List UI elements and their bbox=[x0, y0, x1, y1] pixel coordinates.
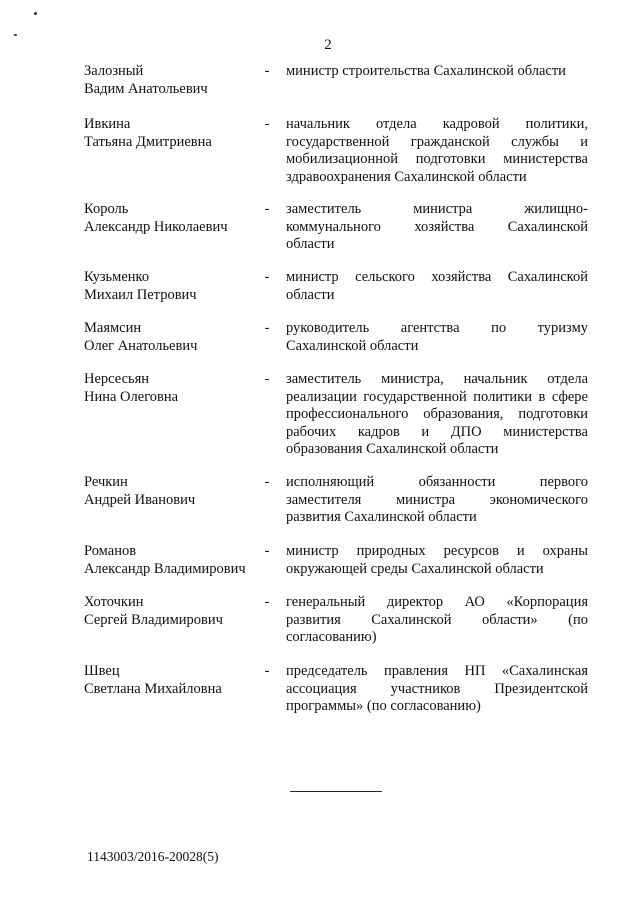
position-line: начальник отдела кадровой политики, bbox=[286, 116, 588, 132]
member-surname: Залозный bbox=[84, 63, 144, 79]
member-full-name bbox=[84, 543, 254, 578]
member-name: Александр Владимирович bbox=[84, 560, 246, 577]
member-full-name bbox=[84, 63, 254, 98]
position-line: развития Сахалинской области» (по bbox=[286, 611, 588, 628]
member-surname: Король bbox=[84, 201, 129, 217]
member-surname: Хоточкин bbox=[84, 594, 144, 610]
member-position bbox=[286, 201, 588, 254]
position-line: образования Сахалинской области bbox=[286, 441, 499, 457]
member-surname: Речкин bbox=[84, 474, 128, 490]
position-line: окружающей среды Сахалинской области bbox=[286, 560, 544, 577]
member-position bbox=[286, 371, 588, 459]
position-line: заместителя министра экономического bbox=[286, 491, 588, 508]
position-line: министр сельского хозяйства Сахалинской bbox=[286, 269, 588, 285]
document-code: 1143003/2016-20028(5) bbox=[87, 849, 219, 864]
dash-separator: - bbox=[264, 594, 270, 610]
member-position bbox=[286, 543, 588, 578]
position-line: программы» (по согласованию) bbox=[286, 698, 481, 714]
member-full-name bbox=[84, 663, 254, 698]
position-line: государственной гражданской службы и bbox=[286, 133, 588, 150]
member-position bbox=[286, 269, 588, 304]
position-line: руководитель агентства по туризму bbox=[286, 320, 588, 336]
member-name: Александр Николаевич bbox=[84, 218, 228, 235]
member-position bbox=[286, 116, 588, 186]
member-surname: Кузьменко bbox=[84, 269, 150, 285]
closing-divider bbox=[290, 791, 382, 792]
member-name: Михаил Петрович bbox=[84, 286, 197, 303]
position-line: области bbox=[286, 236, 335, 252]
member-name: Вадим Анатольевич bbox=[84, 80, 208, 97]
position-line: генеральный директор АО «Корпорация bbox=[286, 594, 588, 610]
position-line: исполняющий обязанности первого bbox=[286, 474, 588, 490]
position-line: заместитель министра, начальник отдела bbox=[286, 371, 588, 387]
dash-separator: - bbox=[264, 201, 270, 217]
member-full-name bbox=[84, 201, 254, 236]
member-full-name bbox=[84, 116, 254, 151]
member-name: Нина Олеговна bbox=[84, 388, 179, 405]
dash-separator: - bbox=[264, 543, 270, 559]
position-line: заместитель министра жилищно- bbox=[286, 201, 588, 217]
position-line: министр природных ресурсов и охраны bbox=[286, 543, 588, 559]
dash-separator: - bbox=[264, 320, 270, 336]
position-line: согласованию) bbox=[286, 629, 377, 645]
dash-separator: - bbox=[264, 474, 270, 490]
member-full-name bbox=[84, 269, 254, 304]
member-surname: Романов bbox=[84, 543, 137, 559]
member-full-name bbox=[84, 474, 254, 509]
member-surname: Швец bbox=[84, 663, 120, 679]
dash-separator: - bbox=[264, 663, 270, 679]
member-position bbox=[286, 594, 588, 647]
position-line: развития Сахалинской области bbox=[286, 509, 477, 525]
member-name: Андрей Иванович bbox=[84, 491, 196, 508]
member-full-name bbox=[84, 371, 254, 406]
position-line: мобилизационной подготовки министерства bbox=[286, 151, 588, 167]
member-name: Олег Анатольевич bbox=[84, 337, 198, 354]
dash-separator: - bbox=[264, 116, 270, 132]
member-position bbox=[286, 63, 588, 81]
scan-speck bbox=[14, 34, 17, 36]
position-line: коммунального хозяйства Сахалинской bbox=[286, 218, 588, 235]
dash-separator: - bbox=[264, 269, 270, 285]
position-line: Сахалинской области bbox=[286, 337, 419, 354]
member-position bbox=[286, 663, 588, 716]
scan-speck bbox=[34, 12, 37, 15]
member-surname: Нерсесьян bbox=[84, 371, 150, 387]
position-line: министр строительства Сахалинской области bbox=[286, 63, 566, 79]
member-position bbox=[286, 320, 588, 355]
member-name: Сергей Владимирович bbox=[84, 611, 223, 628]
position-line: профессионального образования, подготовки bbox=[286, 406, 588, 422]
position-line: председатель правления НП «Сахалинская bbox=[286, 663, 588, 679]
position-line: ассоциация участников Президентской bbox=[286, 680, 588, 697]
member-position bbox=[286, 474, 588, 527]
member-full-name bbox=[84, 320, 254, 355]
dash-separator: - bbox=[264, 63, 270, 79]
member-name: Татьяна Дмитриевна bbox=[84, 133, 212, 150]
position-line: области bbox=[286, 286, 335, 303]
page-number: 2 bbox=[324, 37, 332, 53]
position-line: реализации государственной политики в сфере bbox=[286, 388, 588, 405]
member-full-name bbox=[84, 594, 254, 629]
position-line: здравоохранения Сахалинской области bbox=[286, 168, 527, 185]
member-surname: Ивкина bbox=[84, 116, 131, 132]
dash-separator: - bbox=[264, 371, 270, 387]
member-name: Светлана Михайловна bbox=[84, 680, 222, 697]
position-line: рабочих кадров и ДПО министерства bbox=[286, 423, 588, 440]
member-surname: Маямсин bbox=[84, 320, 142, 336]
